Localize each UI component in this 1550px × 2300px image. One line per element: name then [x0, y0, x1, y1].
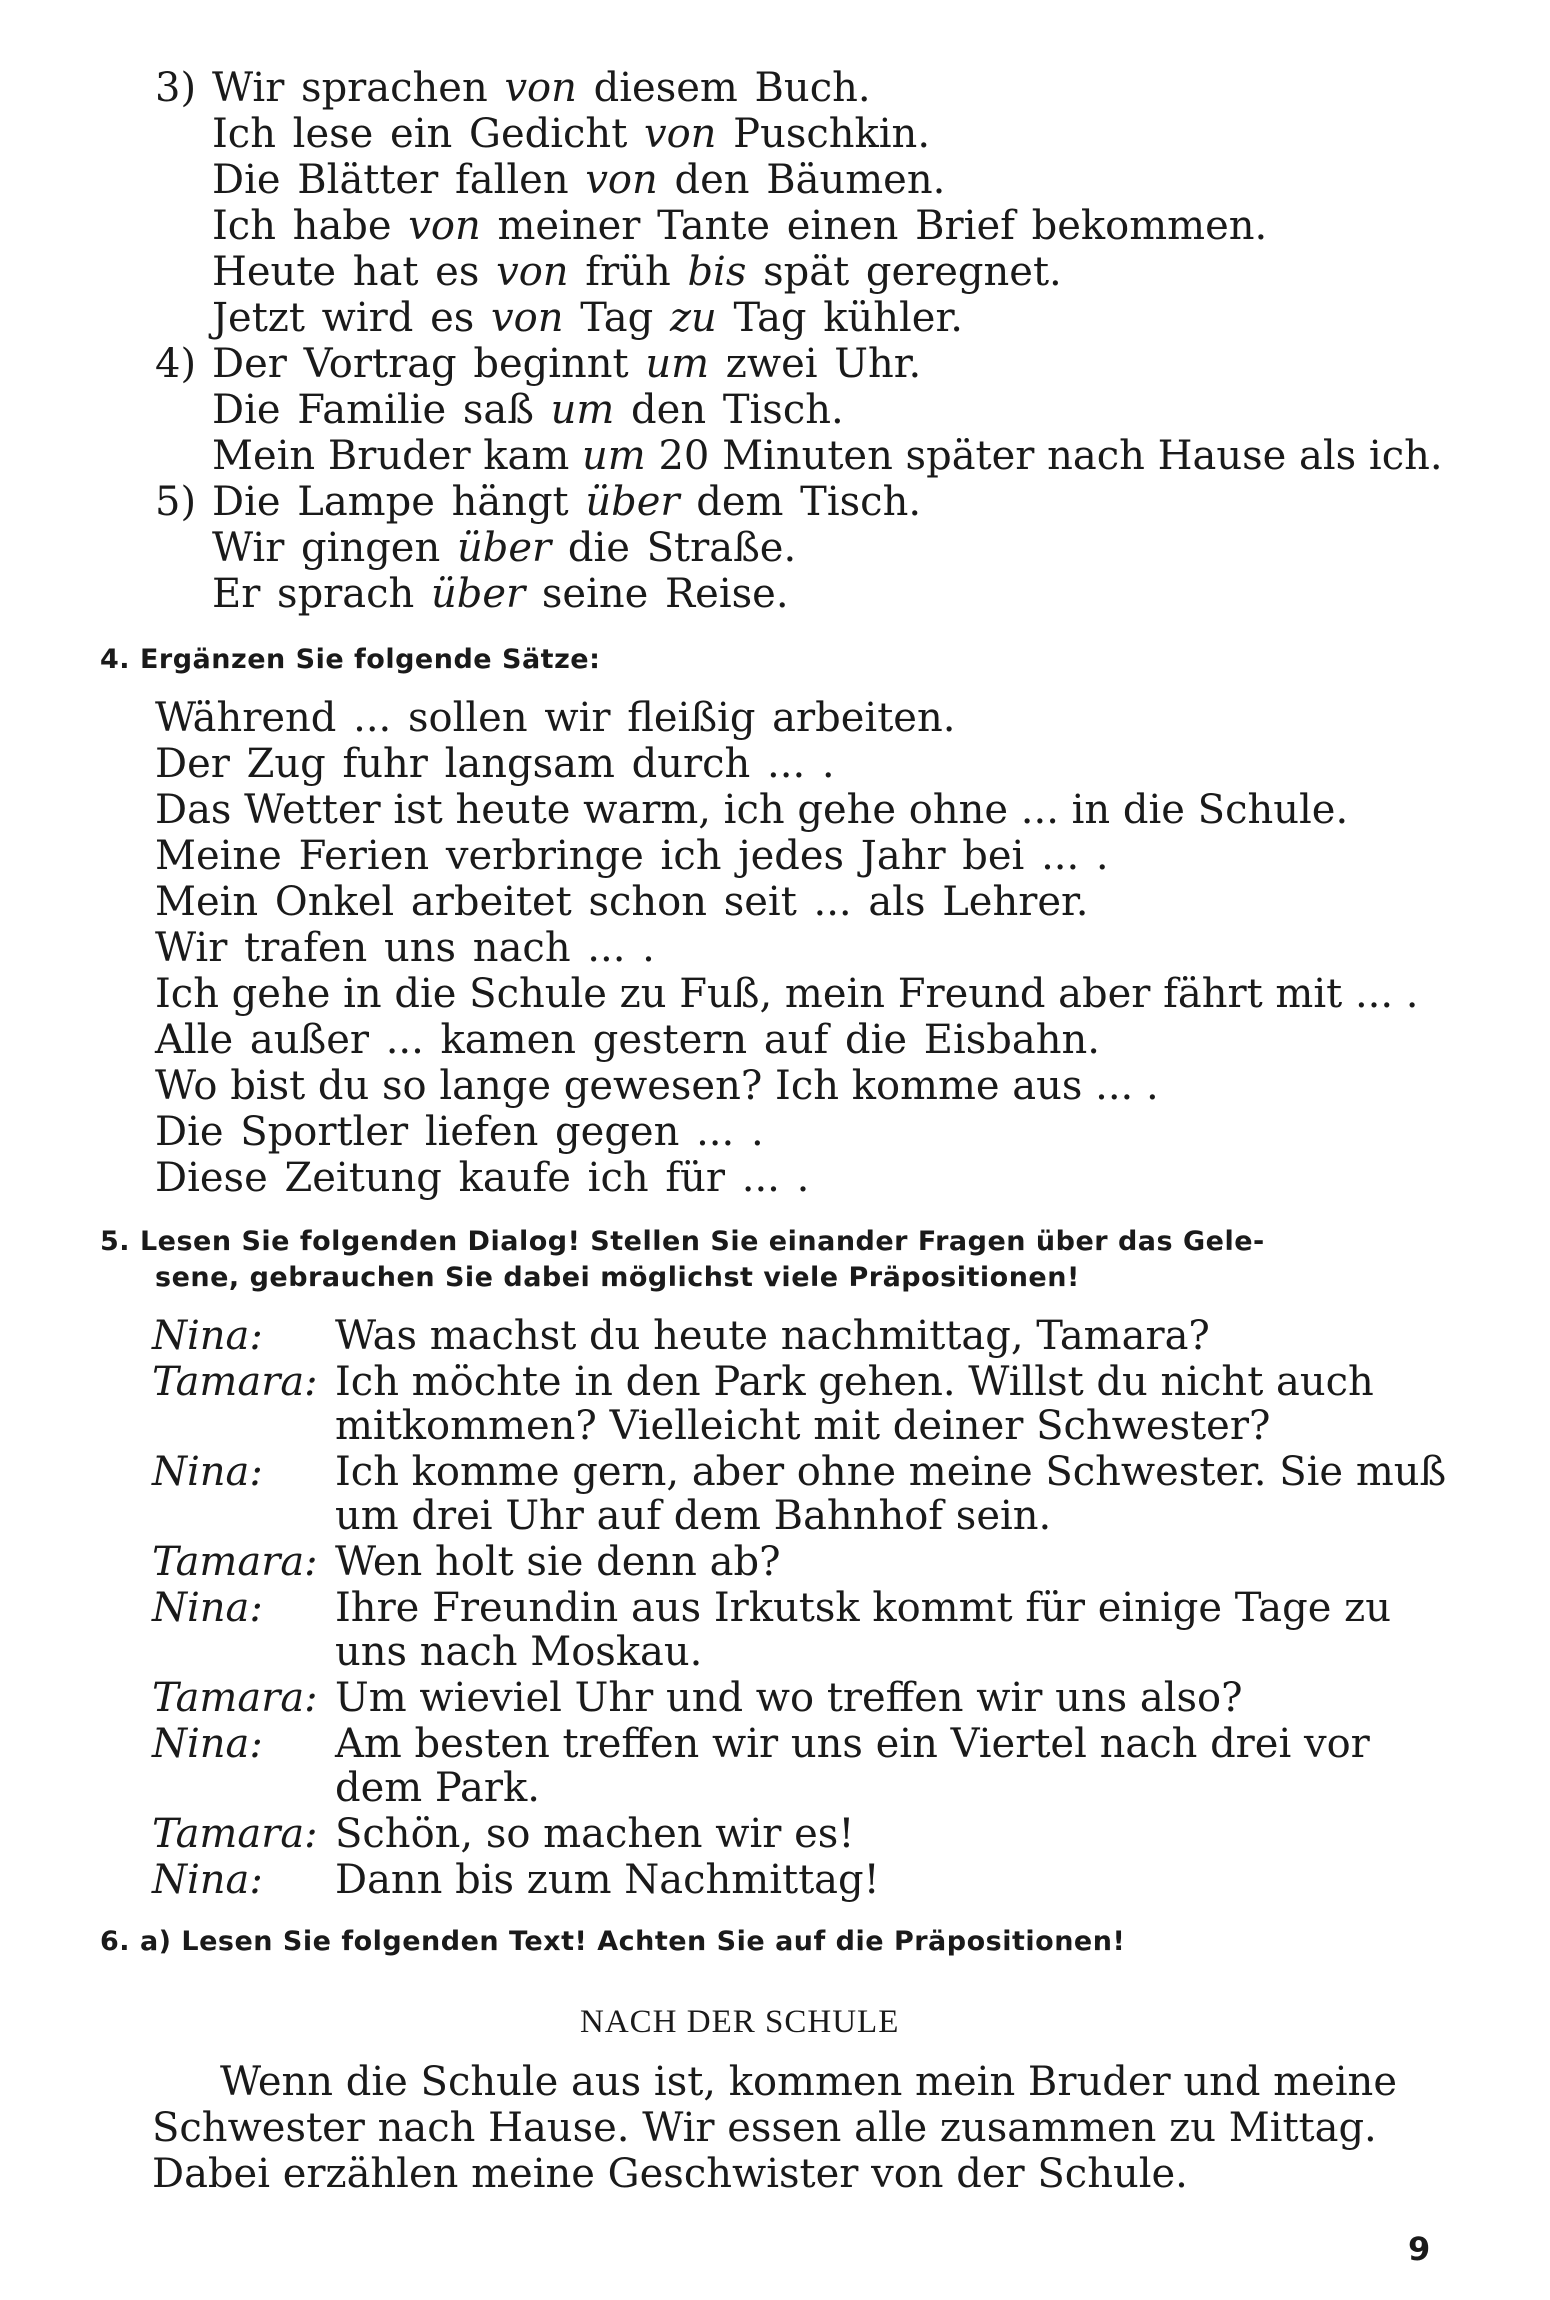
example-line: Die Familie saß um den Tisch. — [212, 387, 844, 433]
example-line: Mein Bruder kam um 20 Minuten später nach Hause als ich. — [212, 433, 1443, 479]
exercise-sentence: Alle außer ... kamen gestern auf die Eisbahn. — [155, 1017, 1100, 1063]
exercise-sentence: Der Zug fuhr langsam durch ... . — [155, 741, 835, 787]
item-number: 3) — [155, 65, 197, 111]
example-line: Wir sprachen von diesem Buch. — [212, 65, 871, 111]
dialog-speaker: Tamara: — [152, 1811, 318, 1857]
text-line: Dabei erzählen meine Geschwister von der Schule. — [152, 2151, 1188, 2197]
exercise-sentence: Meine Ferien verbringe ich jedes Jahr bei ... . — [155, 833, 1109, 879]
exercise-heading: sene, gebrauchen Sie dabei möglichst viele Präpositionen! — [155, 1262, 1080, 1293]
exercise-sentence: Ich gehe in die Schule zu Fuß, mein Freund aber fährt mit ... . — [155, 971, 1419, 1017]
dialog-line: Um wieviel Uhr und wo treffen wir uns also? — [335, 1675, 1243, 1721]
dialog-line: dem Park. — [335, 1765, 540, 1811]
dialog-speaker: Nina: — [152, 1585, 263, 1631]
text-line: Wenn die Schule aus ist, kommen mein Bruder und meine — [220, 2059, 1397, 2105]
exercise-sentence: Mein Onkel arbeitet schon seit ... als Lehrer. — [155, 879, 1089, 925]
dialog-line: Ich möchte in den Park gehen. Willst du nicht auch — [335, 1359, 1374, 1405]
example-line: Der Vortrag beginnt um zwei Uhr. — [212, 341, 922, 387]
example-line: Die Lampe hängt über dem Tisch. — [212, 479, 922, 525]
exercise-sentence: Während ... sollen wir fleißig arbeiten. — [155, 695, 956, 741]
item-number: 4) — [155, 341, 197, 387]
exercise-sentence: Das Wetter ist heute warm, ich gehe ohne ... in die Schule. — [155, 787, 1349, 833]
dialog-line: Was machst du heute nachmittag, Tamara? — [335, 1313, 1210, 1359]
dialog-line: Dann bis zum Nachmittag! — [335, 1857, 880, 1903]
exercise-sentence: Die Sportler liefen gegen ... . — [155, 1109, 764, 1155]
dialog-speaker: Nina: — [152, 1857, 263, 1903]
dialog-line: Schön, so machen wir es! — [335, 1811, 855, 1857]
dialog-line: Ich komme gern, aber ohne meine Schwester. Sie muß — [335, 1449, 1447, 1495]
text-line: Schwester nach Hause. Wir essen alle zusammen zu Mittag. — [152, 2105, 1377, 2151]
exercise-sentence: Wo bist du so lange gewesen? Ich komme aus ... . — [155, 1063, 1159, 1109]
example-line: Er sprach über seine Reise. — [212, 571, 789, 617]
text-title: NACH DER SCHULE — [580, 2004, 900, 2040]
page-number: 9 — [1408, 2230, 1431, 2268]
exercise-sentence: Diese Zeitung kaufe ich für ... . — [155, 1155, 810, 1201]
dialog-speaker: Nina: — [152, 1449, 263, 1495]
exercise-heading: 4. Ergänzen Sie folgende Sätze: — [100, 644, 601, 675]
example-line: Ich habe von meiner Tante einen Brief bekommen. — [212, 203, 1268, 249]
example-line: Die Blätter fallen von den Bäumen. — [212, 157, 946, 203]
dialog-line: uns nach Moskau. — [335, 1629, 703, 1675]
exercise-heading: 5. Lesen Sie folgenden Dialog! Stellen Sie einander Fragen über das Gele- — [100, 1226, 1265, 1257]
dialog-line: Ihre Freundin aus Irkutsk kommt für einige Tage zu — [335, 1585, 1391, 1631]
dialog-line: mitkommen? Vielleicht mit deiner Schwester? — [335, 1403, 1271, 1449]
dialog-line: um drei Uhr auf dem Bahnhof sein. — [335, 1493, 1052, 1539]
dialog-speaker: Nina: — [152, 1313, 263, 1359]
example-line: Wir gingen über die Straße. — [212, 525, 797, 571]
dialog-speaker: Tamara: — [152, 1539, 318, 1585]
dialog-speaker: Tamara: — [152, 1675, 318, 1721]
dialog-speaker: Nina: — [152, 1721, 263, 1767]
example-line: Heute hat es von früh bis spät geregnet. — [212, 249, 1062, 295]
dialog-speaker: Tamara: — [152, 1359, 318, 1405]
example-line: Jetzt wird es von Tag zu Tag kühler. — [212, 295, 963, 341]
example-line: Ich lese ein Gedicht von Puschkin. — [212, 111, 931, 157]
exercise-sentence: Wir trafen uns nach ... . — [155, 925, 655, 971]
item-number: 5) — [155, 479, 197, 525]
dialog-line: Am besten treffen wir uns ein Viertel nach drei vor — [335, 1721, 1370, 1767]
exercise-heading: 6. a) Lesen Sie folgenden Text! Achten Sie auf die Präpositionen! — [100, 1926, 1126, 1957]
dialog-line: Wen holt sie denn ab? — [335, 1539, 781, 1585]
